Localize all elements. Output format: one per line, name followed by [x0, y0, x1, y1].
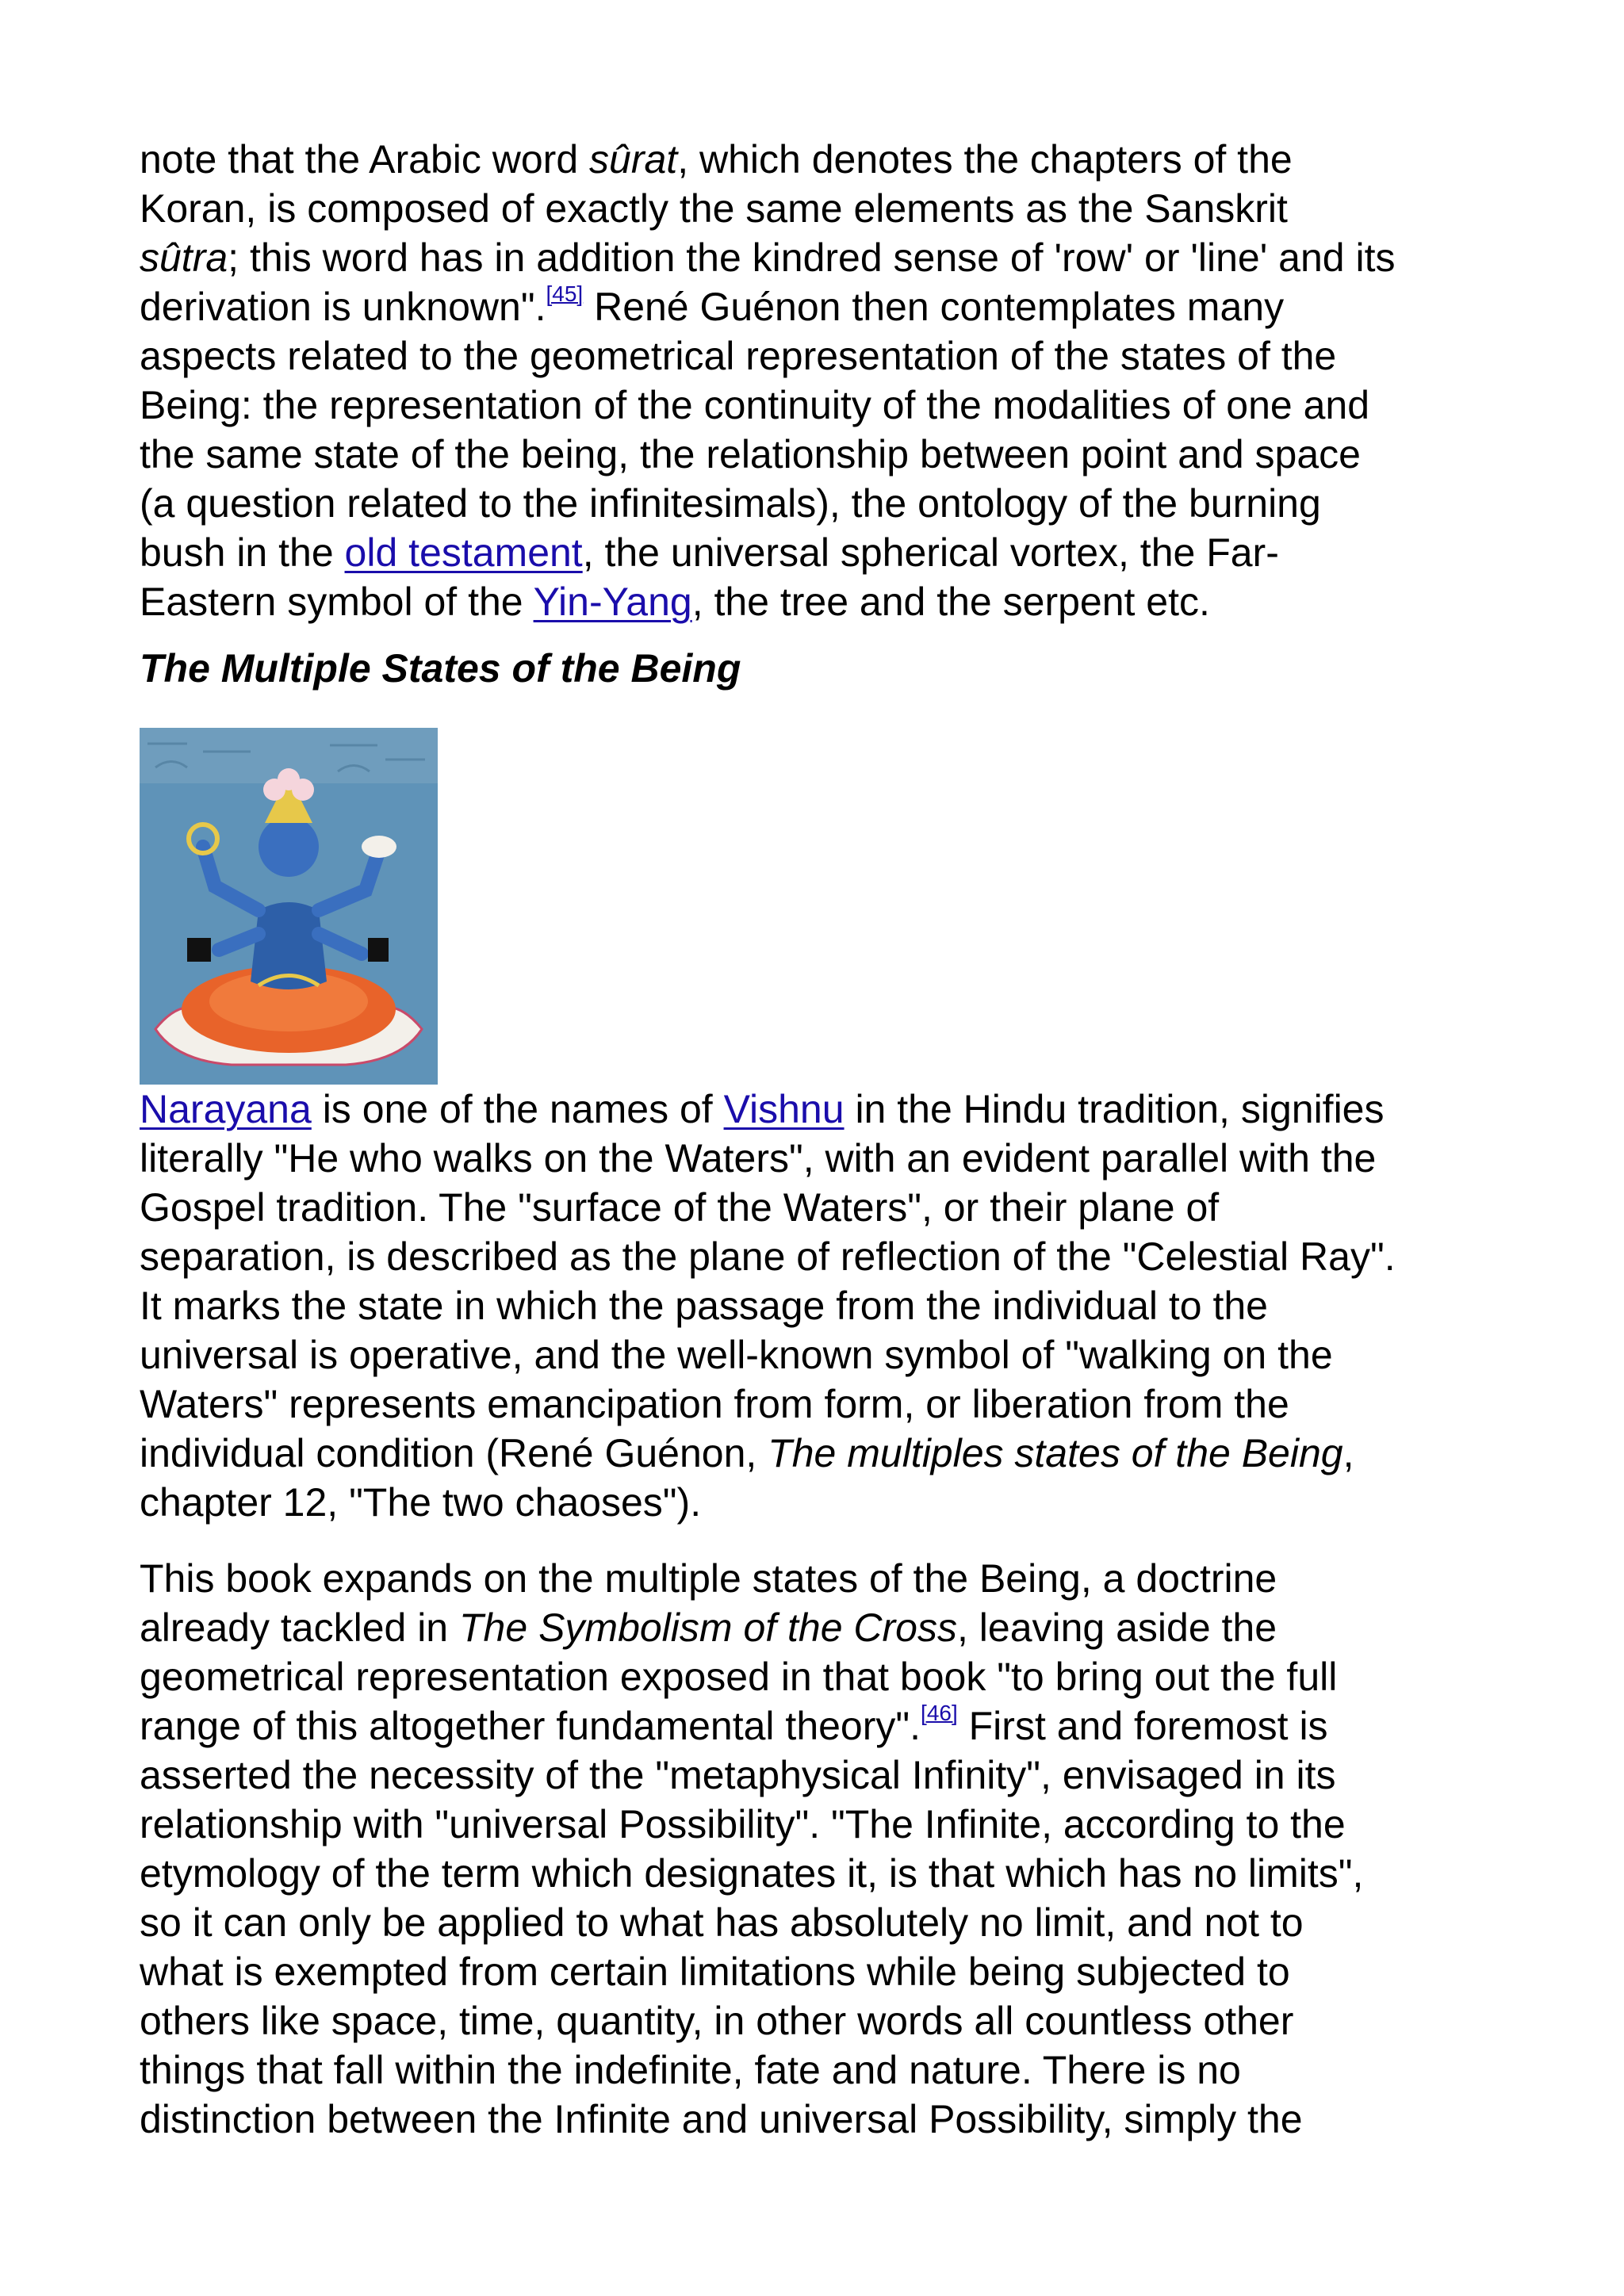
text-line: the same state of the being, the relationship between point and space — [140, 432, 1361, 476]
text-span: , the tree and the serpent etc. — [691, 580, 1210, 624]
text-line — [140, 282, 1488, 331]
footnote-link-46[interactable]: [46] — [921, 1701, 958, 1726]
text-line: so it can only be applied to what has absolutely no limit, and not to — [140, 1900, 1304, 1945]
text-line: Koran, is composed of exactly the same elements as the Sanskrit — [140, 186, 1288, 231]
text-line: etymology of the term which designates it, is that which has no limits", — [140, 1851, 1364, 1896]
narayana-link[interactable]: Narayana — [140, 1087, 312, 1131]
text-line — [140, 1603, 1488, 1652]
narayana-image — [140, 728, 438, 1085]
text-line: Gospel tradition. The "surface of the Waters", or their plane of — [140, 1185, 1220, 1230]
italic-term-surat: sûrat — [589, 137, 678, 182]
text-line: chapter 12, "The two chaoses"). — [140, 1480, 702, 1525]
text-line — [140, 135, 1488, 184]
text-line: relationship with "universal Possibility". "The Infinite, according to the — [140, 1802, 1346, 1846]
paragraph-intro — [140, 135, 1488, 626]
text-line — [140, 1701, 1488, 1751]
text-line — [140, 1085, 1488, 1134]
text-span: , which denotes the chapters of the — [677, 137, 1293, 182]
text-line: what is exempted from certain limitations while being subjected to — [140, 1950, 1290, 1994]
text-span: derivation is unknown". — [140, 285, 546, 329]
text-line: others like space, time, quantity, in other words all countless other — [140, 1999, 1294, 2043]
text-line: aspects related to the geometrical representation of the states of the — [140, 334, 1337, 378]
text-line — [140, 233, 1488, 282]
text-line: It marks the state in which the passage from the individual to the — [140, 1284, 1268, 1328]
italic-book-title: The Symbolism of the Cross — [459, 1605, 957, 1650]
text-span: note that the Arabic word — [140, 137, 590, 182]
italic-term-sutra: sûtra — [140, 235, 228, 280]
italic-book-title: The multiples states of the Being — [768, 1431, 1343, 1475]
text-line: Being: the representation of the continuity of the modalities of one and — [140, 383, 1370, 427]
text-line: This book expands on the multiple states of the Being, a doctrine — [140, 1556, 1277, 1601]
text-line: things that fall within the indefinite, fate and nature. There is no — [140, 2048, 1241, 2092]
footnote-ref-45 — [546, 281, 583, 306]
paragraph-narayana — [140, 1085, 1488, 1527]
text-span: bush in the — [140, 530, 345, 575]
yin-yang-link[interactable]: Yin-Yang — [533, 580, 692, 624]
text-line — [140, 577, 1488, 626]
text-line: Waters" represents emancipation from form, or liberation from the — [140, 1382, 1289, 1426]
text-line: (a question related to the infinitesimals), the ontology of the burning — [140, 481, 1321, 526]
paragraph-book — [140, 1554, 1488, 2144]
article-page — [140, 135, 1488, 2144]
text-span: in the Hindu tradition, signifies — [844, 1087, 1385, 1131]
text-span: First and foremost is — [957, 1704, 1328, 1748]
text-span: range of this altogether fundamental theory". — [140, 1704, 921, 1748]
text-span: , leaving aside the — [957, 1605, 1277, 1650]
text-line — [140, 528, 1488, 577]
text-span: Eastern symbol of the — [140, 580, 534, 624]
footnote-link-45[interactable]: [45] — [546, 281, 584, 307]
text-span: René Guénon then contemplates many — [583, 285, 1285, 329]
text-line — [140, 1429, 1488, 1478]
paragraph-gap — [140, 1527, 1488, 1554]
text-line: geometrical representation exposed in that book "to bring out the full — [140, 1655, 1338, 1699]
text-line: distinction between the Infinite and universal Possibility, simply the — [140, 2097, 1303, 2141]
text-line: asserted the necessity of the "metaphysical Infinity", envisaged in its — [140, 1753, 1336, 1797]
text-span: individual condition (René Guénon, — [140, 1431, 768, 1475]
text-line: literally "He who walks on the Waters", with an evident parallel with the — [140, 1136, 1377, 1181]
section-heading: The Multiple States of the Being — [140, 646, 741, 691]
old-testament-link[interactable]: old testament — [344, 530, 583, 575]
footnote-ref-46 — [921, 1701, 958, 1725]
text-span: already tackled in — [140, 1605, 460, 1650]
text-span: , — [1342, 1431, 1354, 1475]
text-line: universal is operative, and the well-known symbol of "walking on the — [140, 1333, 1333, 1377]
text-span: , the universal spherical vortex, the Far- — [582, 530, 1279, 575]
text-span: ; this word has in addition the kindred sense of 'row' or 'line' and its — [228, 235, 1396, 280]
text-line: separation, is described as the plane of reflection of the "Celestial Ray". — [140, 1234, 1396, 1279]
text-span: is one of the names of — [311, 1087, 724, 1131]
vishnu-link[interactable]: Vishnu — [723, 1087, 845, 1131]
